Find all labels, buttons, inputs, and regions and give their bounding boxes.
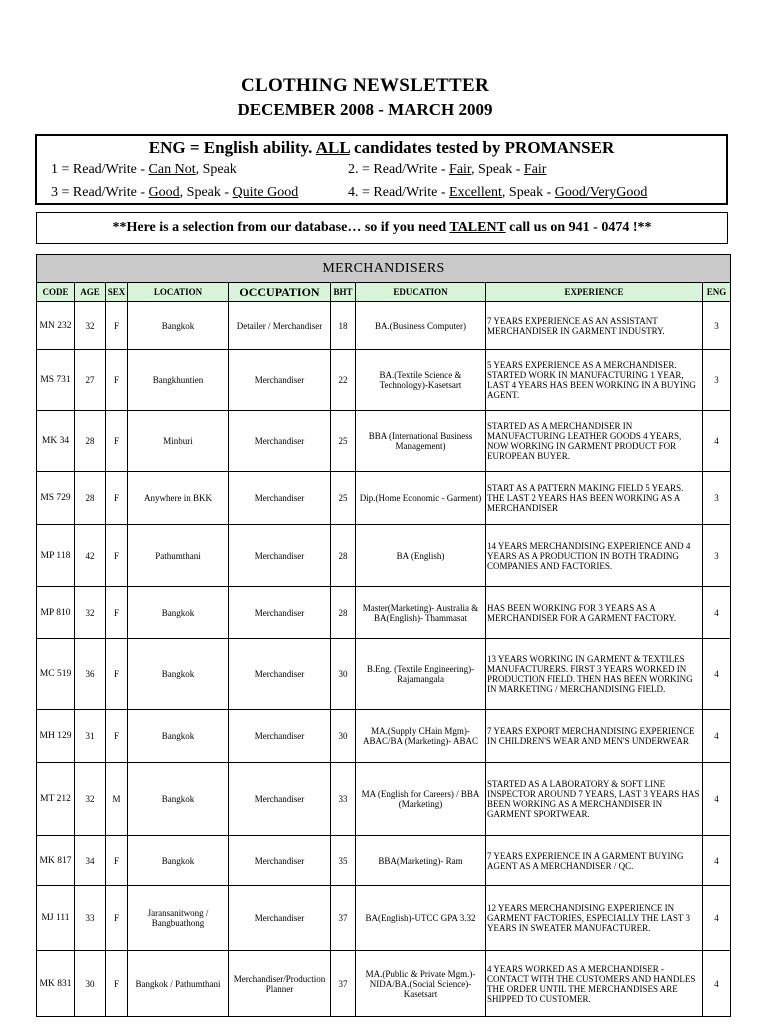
- column-header-education: EDUCATION: [356, 283, 486, 302]
- experience-cell: HAS BEEN WORKING FOR 3 YEARS AS A MERCHANDISER FOR A GARMENT FACTORY.: [486, 587, 703, 639]
- bht-cell: 35: [331, 836, 356, 886]
- eng-cell: 4: [703, 710, 731, 763]
- code-cell: MT 212: [37, 763, 75, 836]
- occupation-cell: Merchandiser: [229, 525, 331, 587]
- sex-cell: F: [106, 302, 128, 350]
- experience-cell: 7 YEARS EXPERIENCE IN A GARMENT BUYING AGENT AS A MERCHANDISER / QC.: [486, 836, 703, 886]
- bht-cell: 30: [331, 639, 356, 710]
- eng-cell: 4: [703, 836, 731, 886]
- bht-cell: 30: [331, 710, 356, 763]
- bht-cell: 22: [331, 350, 356, 411]
- column-header-age: AGE: [75, 283, 106, 302]
- table-row: [37, 763, 731, 836]
- eng-cell: 4: [703, 411, 731, 472]
- occupation-cell: Merchandiser: [229, 710, 331, 763]
- legend-item: 3 = Read/Write - Good, Speak - Quite Good: [51, 185, 299, 200]
- sex-cell: F: [106, 710, 128, 763]
- column-header-bht: BHT: [331, 283, 356, 302]
- column-header-experience: EXPERIENCE: [486, 283, 703, 302]
- location-cell: Bangkok: [128, 302, 229, 350]
- sex-cell: F: [106, 525, 128, 587]
- code-cell: MK 831: [37, 951, 75, 1017]
- eng-cell: 3: [703, 302, 731, 350]
- experience-cell: 12 YEARS MERCHANDISING EXPERIENCE IN GARMENT FACTORIES, ESPECIALLY THE LAST 3 YEARS IN SWEATER MANUFACTURER.: [486, 886, 703, 951]
- sex-cell: M: [106, 763, 128, 836]
- column-header-location: LOCATION: [128, 283, 229, 302]
- experience-cell: 4 YEARS WORKED AS A MERCHANDISER - CONTACT WITH THE CUSTOMERS AND HANDLES THE ORDER UNTIL THE MERCHANDISES ARE SHIPPED TO CUSTOMER.: [486, 951, 703, 1017]
- talent-banner: **Here is a selection from our database… so if you need TALENT call us on 941 - 0474 !**: [36, 212, 728, 244]
- age-cell: 42: [75, 525, 106, 587]
- newsletter-date-range: DECEMBER 2008 - MARCH 2009: [237, 100, 493, 119]
- occupation-cell: Merchandiser: [229, 639, 331, 710]
- education-cell: BA (English): [356, 525, 486, 587]
- legend-heading: ENG = English ability. ALL candidates tested by PROMANSER: [148, 138, 615, 157]
- education-cell: BA(English)-UTCC GPA 3.32: [356, 886, 486, 951]
- bht-cell: 28: [331, 525, 356, 587]
- code-cell: MS 729: [37, 472, 75, 525]
- experience-cell: 7 YEARS EXPERIENCE AS AN ASSISTANT MERCHANDISER IN GARMENT INDUSTRY.: [486, 302, 703, 350]
- sex-cell: F: [106, 350, 128, 411]
- occupation-cell: Merchandiser: [229, 836, 331, 886]
- legend-item: 2. = Read/Write - Fair, Speak - Fair: [348, 162, 547, 177]
- bht-cell: 25: [331, 411, 356, 472]
- education-cell: MA.(Public & Private Mgm.)- NIDA/BA.(Social Science)- Kasetsart: [356, 951, 486, 1017]
- age-cell: 33: [75, 886, 106, 951]
- location-cell: Anywhere in BKK: [128, 472, 229, 525]
- age-cell: 36: [75, 639, 106, 710]
- education-cell: Master(Marketing)- Australia & BA(English)- Thammasat: [356, 587, 486, 639]
- code-cell: MJ 111: [37, 886, 75, 951]
- age-cell: 30: [75, 951, 106, 1017]
- table-row: [37, 350, 731, 411]
- experience-cell: 7 YEARS EXPORT MERCHANDISING EXPERIENCE IN CHILDREN'S WEAR AND MEN'S UNDERWEAR: [486, 710, 703, 763]
- age-cell: 32: [75, 302, 106, 350]
- eng-cell: 4: [703, 763, 731, 836]
- table-row: [37, 710, 731, 763]
- experience-cell: STARTED AS A MERCHANDISER IN MANUFACTURING LEATHER GOODS 4 YEARS, NOW WORKING IN GARMENT PRODUCT FOR EUROPEAN BUYER.: [486, 411, 703, 472]
- education-cell: Dip.(Home Economic - Garment): [356, 472, 486, 525]
- table-row: [37, 472, 731, 525]
- bht-cell: 25: [331, 472, 356, 525]
- education-cell: BA.(Textile Science & Technology)-Kasetsart: [356, 350, 486, 411]
- location-cell: Bangkok: [128, 587, 229, 639]
- eng-legend-box: [35, 134, 728, 205]
- table-row: [37, 525, 731, 587]
- sex-cell: F: [106, 836, 128, 886]
- location-cell: Bangkok: [128, 836, 229, 886]
- legend-item: 1 = Read/Write - Can Not, Speak: [51, 162, 237, 177]
- sex-cell: F: [106, 886, 128, 951]
- age-cell: 28: [75, 411, 106, 472]
- table-row: [37, 886, 731, 951]
- occupation-cell: Merchandiser: [229, 350, 331, 411]
- occupation-cell: Merchandiser: [229, 886, 331, 951]
- education-cell: BBA(Marketing)- Ram: [356, 836, 486, 886]
- location-cell: Minburi: [128, 411, 229, 472]
- code-cell: MC 519: [37, 639, 75, 710]
- bht-cell: 33: [331, 763, 356, 836]
- sex-cell: F: [106, 587, 128, 639]
- eng-cell: 4: [703, 587, 731, 639]
- experience-cell: 5 YEARS EXPERIENCE AS A MERCHANDISER. STARTED WORK IN MANUFACTURING 1 YEAR, LAST 4 YEARS HAS BEEN WORKING IN A BUYING AGENT.: [486, 350, 703, 411]
- code-cell: MN 232: [37, 302, 75, 350]
- sex-cell: F: [106, 639, 128, 710]
- education-cell: BBA (International Business Management): [356, 411, 486, 472]
- code-cell: MP 810: [37, 587, 75, 639]
- occupation-cell: Merchandiser: [229, 587, 331, 639]
- table-row: [37, 836, 731, 886]
- occupation-cell: Merchandiser: [229, 411, 331, 472]
- legend-row: [51, 185, 716, 201]
- bht-cell: 18: [331, 302, 356, 350]
- table-row: [37, 411, 731, 472]
- age-cell: 32: [75, 763, 106, 836]
- newsletter-title: CLOTHING NEWSLETTER: [240, 75, 489, 96]
- location-cell: Bangkhuntien: [128, 350, 229, 411]
- location-cell: Jaransanitwong / Bangbuathong: [128, 886, 229, 951]
- table-row: [37, 951, 731, 1017]
- merchandisers-table: [36, 254, 731, 1017]
- age-cell: 31: [75, 710, 106, 763]
- table-row: [37, 639, 731, 710]
- code-cell: MK 817: [37, 836, 75, 886]
- location-cell: Bangkok: [128, 710, 229, 763]
- location-cell: Bangkok: [128, 639, 229, 710]
- education-cell: MA.(Supply CHain Mgm)- ABAC/BA (Marketing)- ABAC: [356, 710, 486, 763]
- code-cell: MK 34: [37, 411, 75, 472]
- table-row: [37, 587, 731, 639]
- eng-cell: 3: [703, 350, 731, 411]
- location-cell: Bangkok / Pathumthani: [128, 951, 229, 1017]
- code-cell: MH 129: [37, 710, 75, 763]
- experience-cell: 14 YEARS MERCHANDISING EXPERIENCE AND 4 YEARS AS A PRODUCTION IN BOTH TRADING COMPANIES AND FACTORIES.: [486, 525, 703, 587]
- occupation-cell: Merchandiser: [229, 763, 331, 836]
- eng-cell: 4: [703, 951, 731, 1017]
- bht-cell: 28: [331, 587, 356, 639]
- occupation-cell: Merchandiser: [229, 472, 331, 525]
- eng-cell: 3: [703, 472, 731, 525]
- education-cell: BA.(Business Computer): [356, 302, 486, 350]
- column-header-sex: SEX: [106, 283, 128, 302]
- age-cell: 28: [75, 472, 106, 525]
- bht-cell: 37: [331, 886, 356, 951]
- sex-cell: F: [106, 951, 128, 1017]
- eng-cell: 4: [703, 886, 731, 951]
- location-cell: Bangkok: [128, 763, 229, 836]
- eng-cell: 4: [703, 639, 731, 710]
- age-cell: 27: [75, 350, 106, 411]
- legend-item: 4. = Read/Write - Excellent, Speak - Good/VeryGood: [348, 185, 648, 200]
- location-cell: Pathumthani: [128, 525, 229, 587]
- column-header-occupation: OCCUPATION: [229, 283, 331, 302]
- education-cell: B.Eng. (Textile Engineering)-Rajamangala: [356, 639, 486, 710]
- section-title: MERCHANDISERS: [37, 255, 731, 283]
- code-cell: MS 731: [37, 350, 75, 411]
- experience-cell: STARTED AS A LABORATORY & SOFT LINE INSPECTOR AROUND 7 YEARS, LAST 3 YEARS HAS BEEN WORKING AS A MERCHANDISER IN GARMENT SPORTWEAR.: [486, 763, 703, 836]
- education-cell: MA (English for Careers) / BBA (Marketing): [356, 763, 486, 836]
- table-row: [37, 302, 731, 350]
- eng-cell: 3: [703, 525, 731, 587]
- age-cell: 32: [75, 587, 106, 639]
- sex-cell: F: [106, 411, 128, 472]
- experience-cell: START AS A PATTERN MAKING FIELD 5 YEARS. THE LAST 2 YEARS HAS BEEN WORKING AS A MERCHANDISER: [486, 472, 703, 525]
- bht-cell: 37: [331, 951, 356, 1017]
- experience-cell: 13 YEARS WORKING IN GARMENT & TEXTILES MANUFACTURERS. FIRST 3 YEARS WORKED IN PRODUCTION FIELD. THEN HAS BEEN WORKING IN MARKETING / MERCHANDISING FIELD.: [486, 639, 703, 710]
- column-header-eng: ENG: [703, 283, 731, 302]
- column-header-code: CODE: [37, 283, 75, 302]
- age-cell: 34: [75, 836, 106, 886]
- legend-row: [51, 162, 716, 178]
- occupation-cell: Detailer / Merchandiser: [229, 302, 331, 350]
- code-cell: MP 118: [37, 525, 75, 587]
- sex-cell: F: [106, 472, 128, 525]
- occupation-cell: Merchandiser/Production Planner: [229, 951, 331, 1017]
